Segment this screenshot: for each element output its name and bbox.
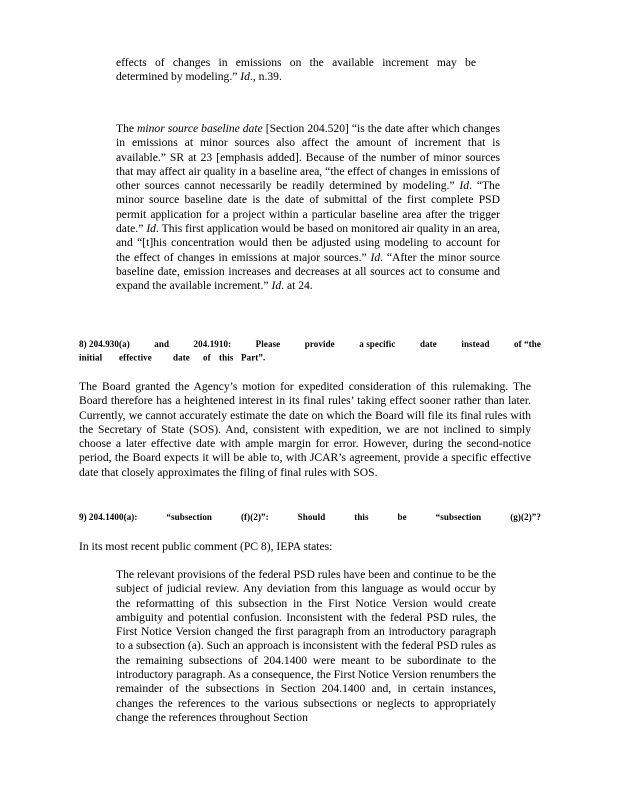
block-quote-minor-source-baseline-date: The minor source baseline date [Section 204.520] “is the date after which changes in emissions at minor sources also affect the amount of increment that is available.” SR at 23 [emphasis added]. Because of the number of minor sources that may affect air quality in a baseline area, “the effect of changes in emissions of other sources cannot necessarily be readily determined by modeling.” Id. “The minor source baseline date is the date of submittal of the first complete PSD permit application for a project within a particular baseline area after the trigger date.” Id. This first application would be based on monitored air quality in an area, and “[t]his concentration would then be adjusted using modeling to account for the effect of changes in emissions at major sources.” Id. “After the minor source baseline date, emission increases and decreases at all sources act to consume and expand the available increment.” Id. at 24.	[116, 122, 501, 293]
heading-8-line-1: 8) 204.930(a) and 204.1910: Please provide a specific date instead of “the	[79, 338, 541, 349]
heading-8-line-2: initial effective date of this Part”.	[79, 352, 266, 363]
heading-9-line: 9) 204.1400(a): “subsection (f)(2)”: Should this be “subsection (g)(2)”?	[79, 511, 541, 523]
block-quote-iepa: The relevant provisions of the federal PSD rules have been and continue to be the subject of judicial review. Any deviation from this language as would occur by the reformatting of this subsection in the First Notice Version would create ambiguity and potential confusion. Inconsistent with the federal PSD rules, the First Notice Version changed the first paragraph from an introductory paragraph to a subsection (a). Such an approach is inconsistent with the federal PSD rules as the remaining subsections of 204.1400 were meant to be subordinate to the introductory paragraph. As a consequence, the First Notice Version renumbers the remainder of the subsections in Section 204.1400 and, in certain instances, changes the references to the various subsections or neglects to appropriately change the references throughout Section	[116, 568, 496, 724]
paragraph-board-expedited: The Board granted the Agency’s motion for expedited consideration of this rulemaking. The Board therefore has a heightened interest in its final rules’ taking effect sooner rather than later. Currently, we cannot accurately estimate the date on which the Board will file its final rules with the Secretary of State (SOS). And, consistent with expedition, we are not inclined to simply choose a later effective date with ample margin for error. However, during the second-notice period, the Board expects it will be able to, with JCAR’s agreement, provide a specific effective date that closely approximates the filing of final rules with SOS.	[79, 380, 531, 479]
section-heading-8	[79, 337, 541, 364]
paragraph-iepa-intro: In its most recent public comment (PC 8), IEPA states:	[79, 540, 333, 553]
section-heading-9	[79, 511, 541, 525]
block-quote-modeling: effects of changes in emissions on the available increment may be determined by modeling.” Id., n.39.	[116, 56, 476, 84]
